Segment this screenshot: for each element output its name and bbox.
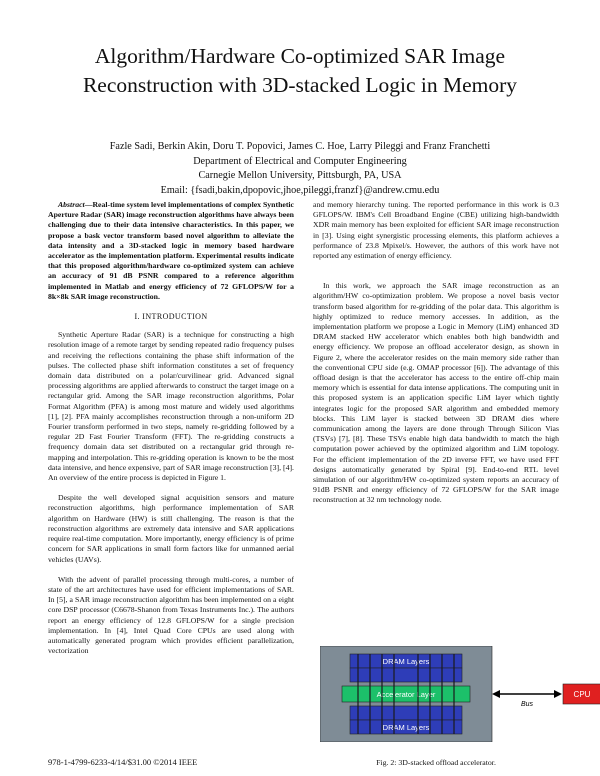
- intro-paragraph-4: and memory hierarchy tuning. The reported performance in this work is 0.3 GFLOPS/W. IBM's Cell Broadband Engine (CBE) utilizing high-bandwidth XDR main memory has been exploited for efficient SAR image reconstruction in [3]. Using eight synergistic processing elements, this platform achieves a performance of 23.8 Mpixel/s. However, the authors of this work have not reported any estimation of energy efficiency.: [313, 200, 559, 261]
- dram-top-label: DRAM Layers: [382, 657, 430, 666]
- section-heading-introduction: I. INTRODUCTION: [134, 312, 208, 322]
- accelerator-label: Accelerator Layer: [376, 690, 436, 699]
- intro-paragraph-5: In this work, we approach the SAR image reconstruction as an algorithm/HW co-optimization problem. We propose a novel basis vector transform based algorithm for re-gridding of the polar data. This algorithm is highly optimized to reduce memory accesses. In addition, as the implementation platform we propose a Logic in Memory (LiM) enhanced 3D DRAM stacked HW accelerator which enables both high bandwidth and energy efficiency. We propose an offload accelerator design, as shown in Figure 2, where the accelerator resides on the main memory side rather than the conventional CPU side (e.g. OMAP processor [6]). The advantage of this offload design is that the accelerator has access to the entire off-chip main memory which is essential for data intense applications. The computing unit in this proposed system is an application specific LiM layer which tightly integrates logic for the proposed SAR algorithm and embedded memory blocks. This LiM layer is stacked between 3D DRAM dies where communication among the layers are done through Through Silicon Vias (TSVs) [7], [8]. These TSVs enable high data bandwidth to match the high computation power achieved by the optimized algorithm and LiM topology. For the efficient implementation of the 2D inverse FFT, we have used FFT designs automatically generated by Spiral [9]. End-to-end RTL level simulation of our algorithm/HW co-optimized system reports an accuracy of 91dB PSNR and energy efficiency of 72 GFLOPS/W for the SAR image reconstruction at 32 nm technology node.: [313, 281, 559, 505]
- author-names: Fazle Sadi, Berkin Akin, Doru T. Popovici, James C. Hoe, Larry Pileggi and Franz Franchetti: [109, 141, 491, 152]
- author-email: Email: {fsadi,bakin,dpopovic,jhoe,pileggi,franzf}@andrew.cmu.edu: [160, 184, 440, 196]
- paper-title: [40, 42, 560, 100]
- bus-label: Bus: [520, 701, 534, 708]
- abstract-text: —Real-time system level implementations of complex Synthetic Aperture Radar (SAR) image reconstruction algorithms have always been challenging due to their data intensive characteristics. In this paper, we propose a bask vector transform based novel algorithm to alleviate the data intensity and a 3D-stacked logic in memory based hardware accelerator as the implementation platform. Experimental results indicate that this proposed algorithm/hardware co-optimized system can achieve an accuracy of 91 dB PSNR compared to a reference algorithm implemented in Matlab and energy efficiency of 72 GFLOPS/W for a 8k×8k SAR image reconstruction.: [48, 200, 294, 301]
- title-line-1: Algorithm/Hardware Co-optimized SAR Image: [94, 44, 506, 68]
- dram-bottom-label: DRAM Layers: [382, 723, 430, 732]
- copyright-footer: 978-1-4799-6233-4/14/$31.00 ©2014 IEEE: [48, 757, 198, 767]
- title-line-2: Reconstruction with 3D-stacked Logic in Memory: [82, 73, 518, 97]
- author-block: [60, 140, 540, 198]
- author-university: Carnegie Mellon University, Pittsburgh, PA, USA: [198, 170, 402, 181]
- left-column: [48, 200, 294, 666]
- author-department: Department of Electrical and Computer Engineering: [193, 155, 407, 167]
- dram-layer-bottom-upper: [350, 706, 462, 720]
- intro-paragraph-1: Synthetic Aperture Radar (SAR) is a technique for constructing a high resolution image of a remote target by sending repeated radio frequency pulses and receiving the reflections containing the phase shift information of the pulses. The collected phase shift information constitutes a set of frequency domain data distributed on a polar/curvilinear grid. Advanced signal processing algorithms are applied afterwards to construct the target image on a rectangular grid. Among the SAR image reconstruction algorithms, Polar Format Algorithm (PFA) is among most mature and widely used algorithms [1], [2]. PFA mainly accomplishes reconstruction through a non-uniform 2D Fourier transform performed in two steps, namely re-gridding followed by a regular 2D Fast Fourier Transform (FFT). The re-gridding constructs a frequency domain data set distributed on a rectangular grid through re-mapping and interpolation. This re-gridding operation is known to be the most data intensive, and hence expensive, part of SAR image reconstruction [3], [4]. An overview of the entire process is depicted in Figure 1.: [48, 330, 294, 483]
- intro-paragraph-3: With the advent of parallel processing through multi-cores, a number of state of the art architectures have used for efficient implementations of SAR. In [5], a SAR image reconstruction algorithm has been implemented on a eight core DSP processor (C6678-Shanon from Texas Instruments Inc.). The authors report an energy efficiency of 12.8 GFLOPS/W for a single precision implementation. In [4], Intel Quad Core CPUs are used along with automatically generated program which provides efficient parallelization, vectorization: [48, 574, 294, 656]
- figure-3d-stacked-accelerator: [320, 646, 600, 742]
- dram-layer-top-lower: [350, 668, 462, 682]
- right-column: [313, 200, 559, 516]
- figure-caption: Fig. 2: 3D-stacked offload accelerator.: [376, 758, 496, 767]
- abstract: [48, 200, 294, 302]
- abstract-label: Abstract: [58, 200, 85, 209]
- intro-paragraph-2: Despite the well developed signal acquisition sensors and mature reconstruction algorithms, high performance implementation of SAR algorithm on Hardware (HW) is still challenging. The reason is that the reconstruction algorithms are extremely data intensive and SAR applications require real-time computation. More importantly, energy efficiency is of prime concern for SAR applications in small form factors like for unmanned aerial vehicles (UAVs).: [48, 493, 294, 564]
- bus-arrow: [492, 690, 562, 698]
- cpu-label: CPU: [573, 690, 591, 699]
